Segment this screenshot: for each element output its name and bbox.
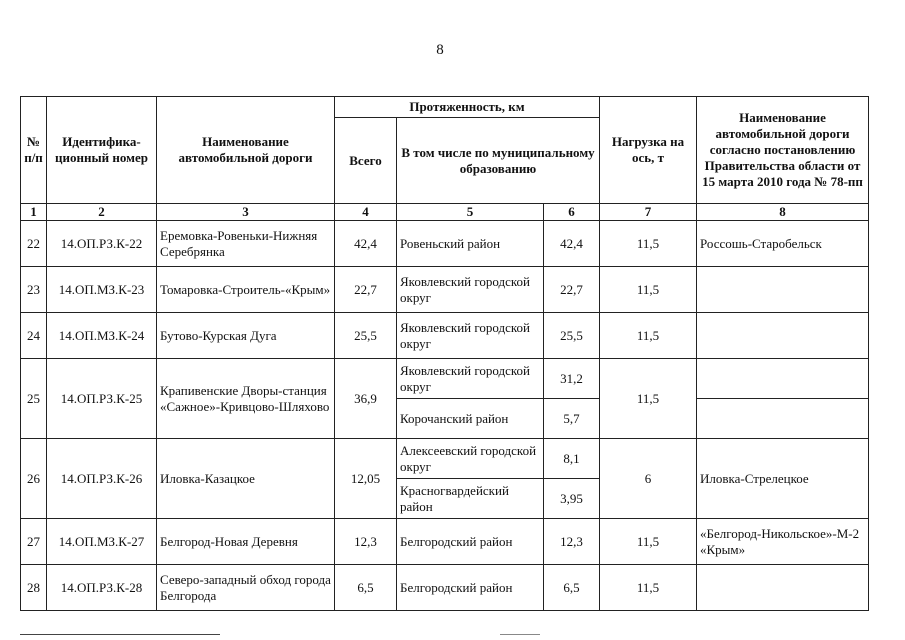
road-name: Белгород-Новая Деревня (157, 519, 335, 565)
municipality-length: 31,2 (544, 359, 600, 399)
page-number: 8 (436, 42, 444, 58)
decree-road-name: Россошь-Старобельск (697, 221, 869, 267)
total-length: 6,5 (335, 565, 397, 611)
axle-load: 11,5 (600, 359, 697, 439)
table-row (21, 267, 869, 313)
total-length: 36,9 (335, 359, 397, 439)
road-name: Еремовка-Ровеньки-Нижняя Серебрянка (157, 221, 335, 267)
axle-load: 11,5 (600, 267, 697, 313)
row-number: 26 (21, 439, 47, 519)
header-by-municipality: В том числе по муниципальному образованию (397, 118, 600, 204)
total-length: 12,05 (335, 439, 397, 519)
header-road-name: Наименование автомобильной дороги (157, 97, 335, 204)
decree-road-name: Иловка-Стрелецкое (697, 439, 869, 519)
municipality: Красногвардейский район (397, 479, 544, 519)
row-number: 23 (21, 267, 47, 313)
road-name: Бутово-Курская Дуга (157, 313, 335, 359)
road-id: 14.ОП.РЗ.К-28 (47, 565, 157, 611)
table-row (21, 313, 869, 359)
row-number: 25 (21, 359, 47, 439)
column-number: 6 (544, 204, 600, 221)
road-id: 14.ОП.МЗ.К-27 (47, 519, 157, 565)
road-name: Иловка-Казацкое (157, 439, 335, 519)
municipality-length: 25,5 (544, 313, 600, 359)
axle-load: 11,5 (600, 519, 697, 565)
table-row (21, 439, 869, 479)
column-number: 4 (335, 204, 397, 221)
decree-road-name (697, 267, 869, 313)
table-row (21, 565, 869, 611)
decree-road-name (697, 359, 869, 399)
municipality-length: 42,4 (544, 221, 600, 267)
total-length: 22,7 (335, 267, 397, 313)
decree-road-name: «Белгород-Никольское»-М-2 «Крым» (697, 519, 869, 565)
municipality-length: 22,7 (544, 267, 600, 313)
road-name: Северо-западный обход города Белгорода (157, 565, 335, 611)
total-length: 42,4 (335, 221, 397, 267)
municipality-length: 8,1 (544, 439, 600, 479)
road-id: 14.ОП.МЗ.К-23 (47, 267, 157, 313)
road-id: 14.ОП.РЗ.К-26 (47, 439, 157, 519)
municipality: Корочанский район (397, 399, 544, 439)
road-name: Томаровка-Строитель-«Крым» (157, 267, 335, 313)
municipality: Алексеевский городской округ (397, 439, 544, 479)
header-total: Всего (335, 118, 397, 204)
road-name: Крапивенские Дворы-станция «Сажное»-Кривцово-Шляхово (157, 359, 335, 439)
header-num: № п/п (21, 97, 47, 204)
column-number: 1 (21, 204, 47, 221)
column-number: 3 (157, 204, 335, 221)
axle-load: 11,5 (600, 313, 697, 359)
row-number: 27 (21, 519, 47, 565)
municipality: Белгородский район (397, 565, 544, 611)
table-row (21, 359, 869, 399)
header-length-group: Протяженность, км (335, 97, 600, 118)
row-number: 22 (21, 221, 47, 267)
road-id: 14.ОП.РЗ.К-22 (47, 221, 157, 267)
road-id: 14.ОП.МЗ.К-24 (47, 313, 157, 359)
table-row (21, 221, 869, 267)
municipality: Яковлевский городской округ (397, 313, 544, 359)
municipality: Белгородский район (397, 519, 544, 565)
axle-load: 11,5 (600, 565, 697, 611)
roads-table (20, 96, 869, 611)
column-number: 8 (697, 204, 869, 221)
municipality: Яковлевский городской округ (397, 267, 544, 313)
municipality-length: 3,95 (544, 479, 600, 519)
municipality-length: 6,5 (544, 565, 600, 611)
decree-road-name (697, 565, 869, 611)
decree-road-name (697, 399, 869, 439)
total-length: 12,3 (335, 519, 397, 565)
total-length: 25,5 (335, 313, 397, 359)
header-axle-load: Нагрузка на ось, т (600, 97, 697, 204)
table-row (21, 519, 869, 565)
column-number: 2 (47, 204, 157, 221)
row-number: 24 (21, 313, 47, 359)
footer-rule-short (500, 634, 540, 635)
footer-rule (20, 634, 220, 635)
header-decree-name: Наименование автомобильной дороги согласно постановлению Правительства области от 15 марта 2010 года № 78-пп (697, 97, 869, 204)
axle-load: 6 (600, 439, 697, 519)
column-number: 5 (397, 204, 544, 221)
municipality-length: 5,7 (544, 399, 600, 439)
municipality-length: 12,3 (544, 519, 600, 565)
row-number: 28 (21, 565, 47, 611)
road-id: 14.ОП.РЗ.К-25 (47, 359, 157, 439)
header-id: Идентифика-ционный номер (47, 97, 157, 204)
municipality: Яковлевский городской округ (397, 359, 544, 399)
municipality: Ровеньский район (397, 221, 544, 267)
axle-load: 11,5 (600, 221, 697, 267)
column-number: 7 (600, 204, 697, 221)
decree-road-name (697, 313, 869, 359)
column-number-row (21, 204, 869, 221)
